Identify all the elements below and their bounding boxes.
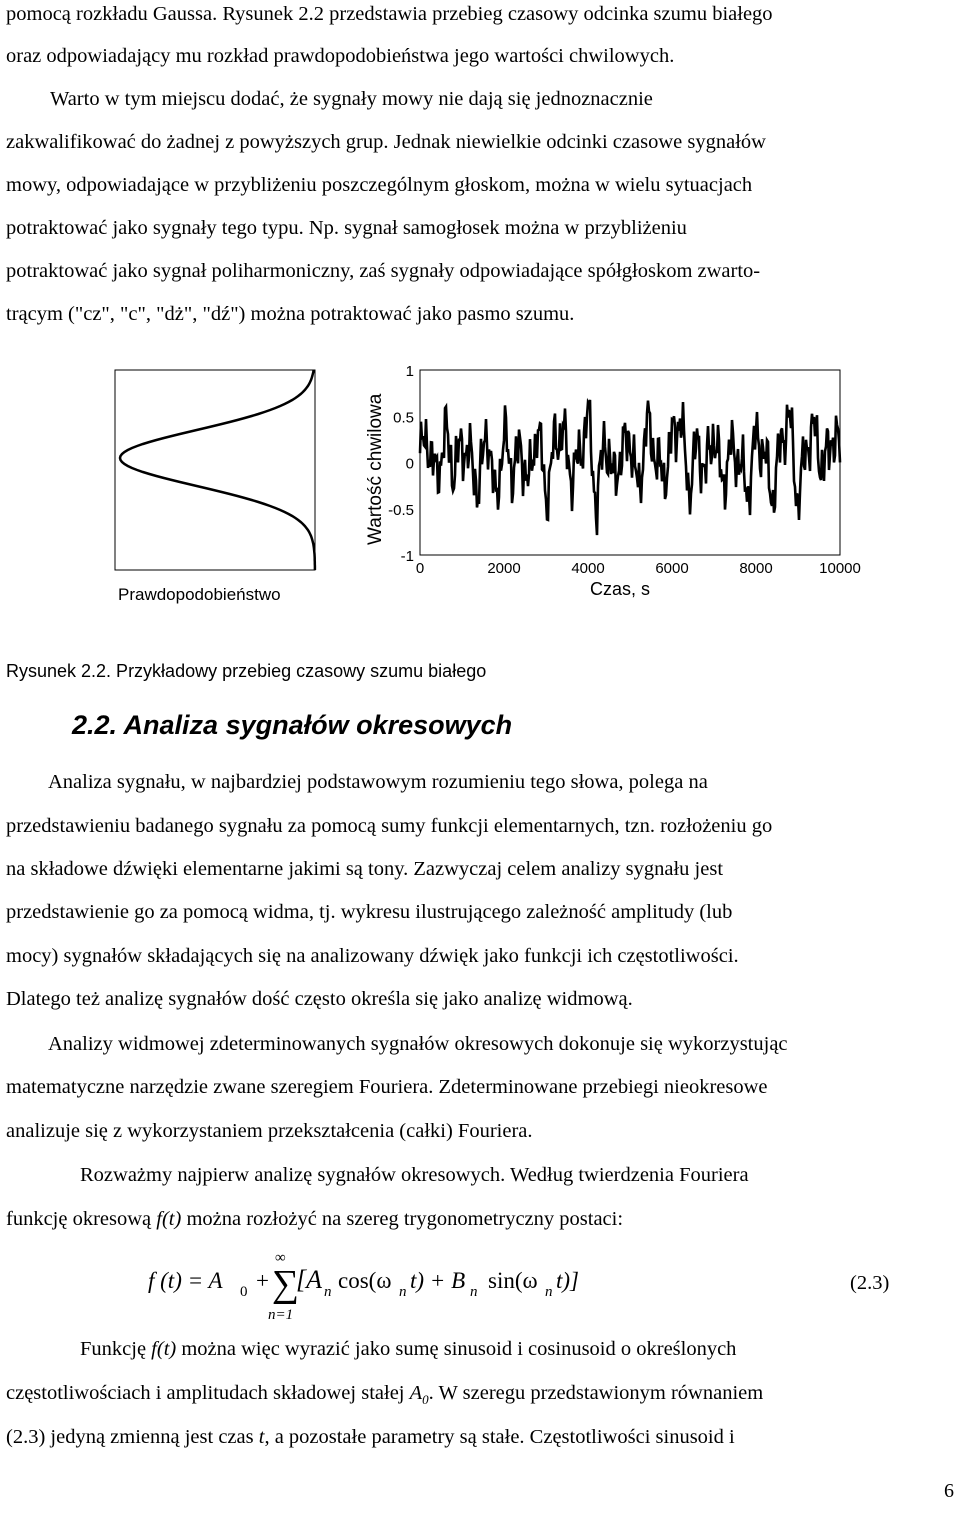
x-axis-label: Czas, s <box>590 579 651 599</box>
text-span: . W szeregu przedstawionym równaniem <box>428 1382 764 1404</box>
text-span: (2.3) jedyną zmienną jest czas <box>6 1426 259 1448</box>
sum-lower-limit: n=1 <box>268 1307 294 1323</box>
text-line: potraktować jako sygnały tego typu. Np. sygnał samogłosek można w przybliżeniu <box>6 217 687 239</box>
amplitude-sub: 0 <box>422 1392 429 1408</box>
equation-sin-end: t)] <box>556 1268 579 1293</box>
text-span: można więc wyrazić jako sumę sinusoid i cosinusoid o określonych <box>176 1338 737 1360</box>
text-line <box>6 1207 623 1231</box>
fourier-equation <box>148 1248 948 1328</box>
sum-upper-limit: ∞ <box>275 1250 286 1266</box>
y-tick-label: -0.5 <box>388 501 414 519</box>
equation-cos-end: t) + B <box>410 1268 466 1293</box>
text-line: Analizy widmowej zdeterminowanych sygnałów okresowych dokonuje się wykorzystując <box>48 1033 788 1055</box>
equation-lhs: f (t) = A <box>148 1268 223 1293</box>
equation-cos-sub: n <box>399 1284 407 1300</box>
text-line: matematyczne narzędzie zwane szeregiem Fouriera. Zdeterminowane przebiegi nieokresowe <box>6 1076 768 1098</box>
text-line: Dlatego też analizę sygnałów dość często określa się jako analizę widmową. <box>6 988 633 1010</box>
equation-number: (2.3) <box>850 1272 890 1294</box>
text-line: Warto w tym miejscu dodać, że sygnały mowy nie dają się jednoznacznie <box>50 88 653 110</box>
text-span: można rozłożyć na szereg trygonometryczny postaci: <box>181 1208 624 1230</box>
text-line: oraz odpowiadający mu rozkład prawdopodobieństwa jego wartości chwilowych. <box>6 45 675 67</box>
text-line: analizuje się z wykorzystaniem przekształcenia (całki) Fouriera. <box>6 1120 533 1142</box>
x-tick-label: 0 <box>415 560 425 577</box>
text-span: , a pozostałe parametry są stałe. Częstotliwości sinusoid i <box>264 1426 735 1448</box>
y-axis-label: Wartość chwilowa <box>365 393 386 545</box>
x-ticks <box>416 560 861 577</box>
text-line: pomocą rozkładu Gaussa. Rysunek 2.2 przedstawia przebieg czasowy odcinka szumu białego <box>6 3 773 25</box>
text-line: potraktować jako sygnał poliharmoniczny, zaś sygnały odpowiadające spółgłoskom zwarto- <box>6 260 761 282</box>
density-label: Prawdopodobieństwo <box>118 585 281 604</box>
text-line: mocy) sygnałów składających się na analizowany dźwięk jako funkcji ich częstotliwości. <box>6 945 739 967</box>
time-symbol: t <box>258 1426 265 1448</box>
y-ticks <box>388 363 414 565</box>
text-line <box>6 1425 735 1449</box>
x-tick-label: 6000 <box>655 560 689 577</box>
equation-lhs-sub: 0 <box>240 1284 248 1300</box>
text-line <box>6 1381 763 1412</box>
text-span: funkcję okresową <box>6 1208 157 1230</box>
text-line: Rozważmy najpierw analizę sygnałów okresowych. Według twierdzenia Fouriera <box>80 1164 749 1186</box>
function-symbol: f(t) <box>151 1338 177 1360</box>
text-line: zakwalifikować do żadnej z powyższych grup. Jednak niewielkie odcinki czasowe sygnałów <box>6 131 766 153</box>
equation-term: [A <box>296 1265 322 1294</box>
page-number: 6 <box>944 1480 954 1502</box>
text-line: mowy, odpowiadające w przybliżeniu poszczególnym głoskom, można w wielu sytuacjach <box>6 174 753 196</box>
function-symbol: f(t) <box>156 1208 182 1230</box>
x-tick-label: 8000 <box>739 560 773 577</box>
equation-sin-sub: n <box>545 1284 553 1300</box>
text-span: Funkcję <box>80 1338 152 1360</box>
sum-icon: ∑ <box>272 1263 300 1305</box>
section-heading: 2.2. Analiza sygnałów okresowych <box>72 710 513 740</box>
text-span: częstotliwościach i amplitudach składowej stałej <box>6 1382 410 1404</box>
figure-2-2 <box>0 355 960 615</box>
equation-an-sub: n <box>324 1284 332 1300</box>
x-tick-label: 4000 <box>571 560 605 577</box>
text-line: przedstawieniu badanego sygnału za pomocą sumy funkcji elementarnych, tzn. rozłożeniu go <box>6 815 773 837</box>
x-tick-label: 2000 <box>487 560 521 577</box>
equation-svg <box>148 1248 848 1328</box>
text-line: przedstawienie go za pomocą widma, tj. wykresu ilustrującego zależność amplitudy (lub <box>6 901 733 923</box>
density-curve <box>120 370 315 570</box>
equation-bn-sub: n <box>470 1284 478 1300</box>
y-tick-label: 1 <box>405 363 414 380</box>
y-tick-label: -1 <box>400 548 414 565</box>
signal-line <box>420 400 840 535</box>
figure-caption: Rysunek 2.2. Przykładowy przebieg czasowy szumu białego <box>6 661 487 681</box>
text-line: Analiza sygnału, w najbardziej podstawowym rozumieniu tego słowa, polega na <box>48 771 708 793</box>
density-frame <box>115 370 315 570</box>
equation-sin: sin(ω <box>488 1268 538 1293</box>
text-line <box>80 1337 736 1361</box>
equation-plus: + <box>256 1268 269 1293</box>
y-tick-label: 0 <box>405 455 414 473</box>
equation-cos: cos(ω <box>338 1268 392 1293</box>
text-line: trącym ("cz", "c", "dż", "dź") można potraktować jako pasmo szumu. <box>6 303 575 325</box>
figure-svg <box>0 355 960 615</box>
x-tick-label: 10000 <box>819 560 861 577</box>
amplitude-symbol: A <box>409 1382 423 1404</box>
y-tick-label: 0.5 <box>393 409 414 427</box>
text-line: na składowe dźwięki elementarne jakimi są tony. Zazwyczaj celem analizy sygnału jest <box>6 858 724 880</box>
